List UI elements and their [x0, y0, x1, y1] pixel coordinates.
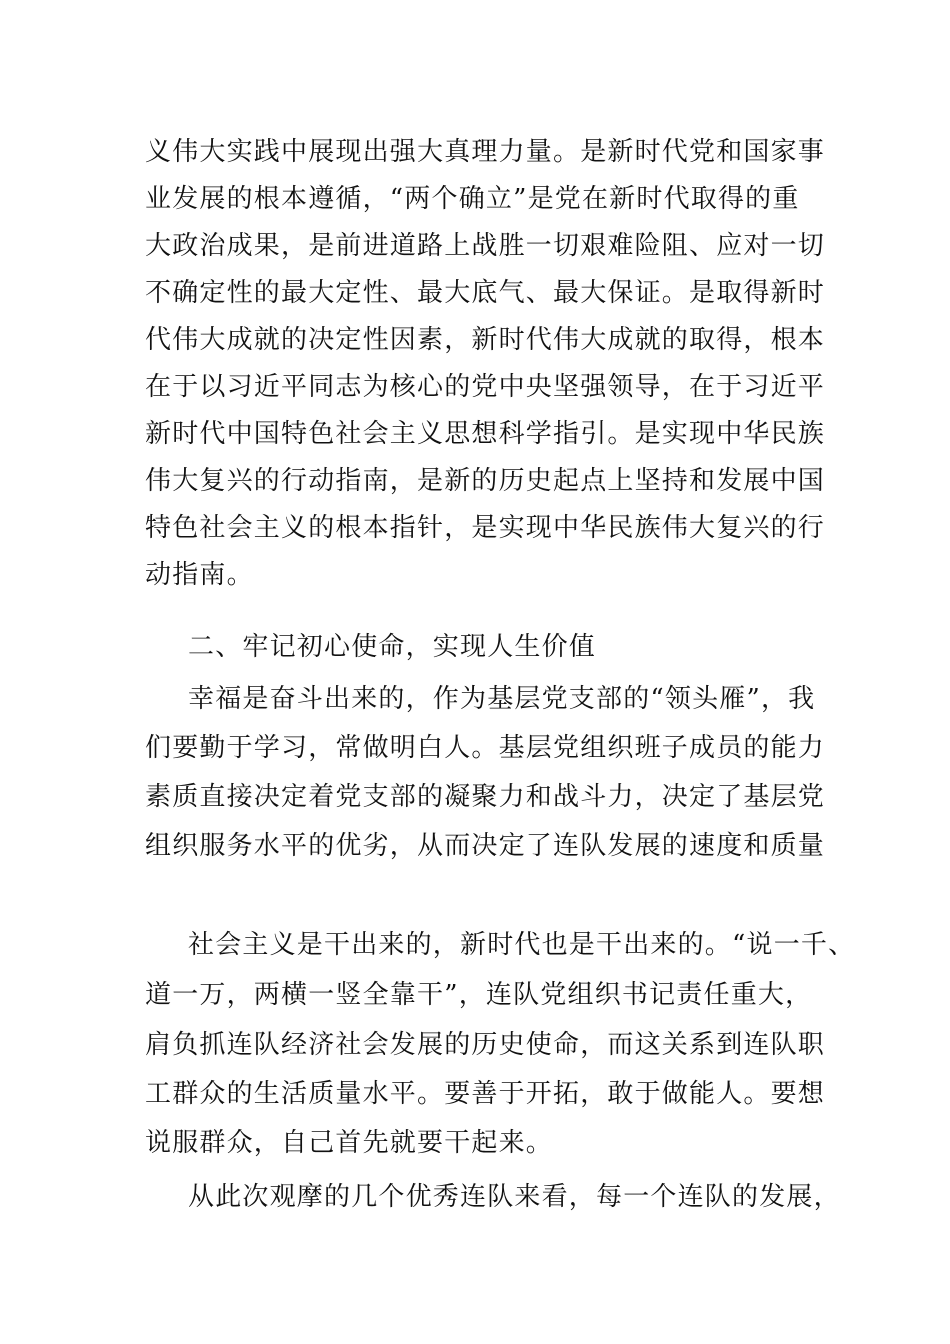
- text-line: 义伟大实践中展现出强大真理力量。是新时代党和国家事: [145, 137, 826, 167]
- text-line: 伟大复兴的行动指南，是新的历史起点上坚持和发展中国: [145, 466, 826, 496]
- text-line: 从此次观摩的几个优秀连队来看，每一个连队的发展，: [188, 1182, 841, 1212]
- text-line: 道一万，两横一竖全靠干”，连队党组织书记责任重大，: [145, 980, 813, 1010]
- text-line: 在于以习近平同志为核心的党中央坚强领导，在于习近平: [145, 372, 826, 402]
- text-line: 素质直接决定着党支部的凝聚力和战斗力，决定了基层党: [145, 782, 826, 812]
- text-line: 新时代中国特色社会主义思想科学指引。是实现中华民族: [145, 419, 826, 449]
- text-line: 大政治成果，是前进道路上战胜一切艰难险阻、应对一切: [145, 231, 826, 261]
- text-line: 说服群众，自己首先就要干起来。: [145, 1128, 554, 1158]
- text-line: 代伟大成就的决定性因素，新时代伟大成就的取得，根本: [145, 325, 826, 355]
- text-line: 们要勤于学习，常做明白人。基层党组织班子成员的能力: [145, 733, 826, 763]
- text-line: 组织服务水平的优劣，从而决定了连队发展的速度和质量: [145, 831, 826, 861]
- text-line: 工群众的生活质量水平。要善于开拓，敢于做能人。要想: [145, 1079, 826, 1109]
- text-line: 肩负抓连队经济社会发展的历史使命，而这关系到连队职: [145, 1030, 826, 1060]
- text-line: 幸福是奋斗出来的，作为基层党支部的“领头雁”，我: [188, 684, 816, 714]
- text-line: 动指南。: [145, 560, 254, 590]
- section-heading: 二、牢记初心使命，实现人生价值: [188, 632, 597, 662]
- text-line: 不确定性的最大定性、最大底气、最大保证。是取得新时: [145, 278, 826, 308]
- text-line: 业发展的根本遵循，“两个确立”是党在新时代取得的重: [145, 184, 800, 214]
- text-line: 社会主义是干出来的，新时代也是干出来的。“说一千、: [188, 930, 856, 960]
- text-line: 特色社会主义的根本指针，是实现中华民族伟大复兴的行: [145, 513, 826, 543]
